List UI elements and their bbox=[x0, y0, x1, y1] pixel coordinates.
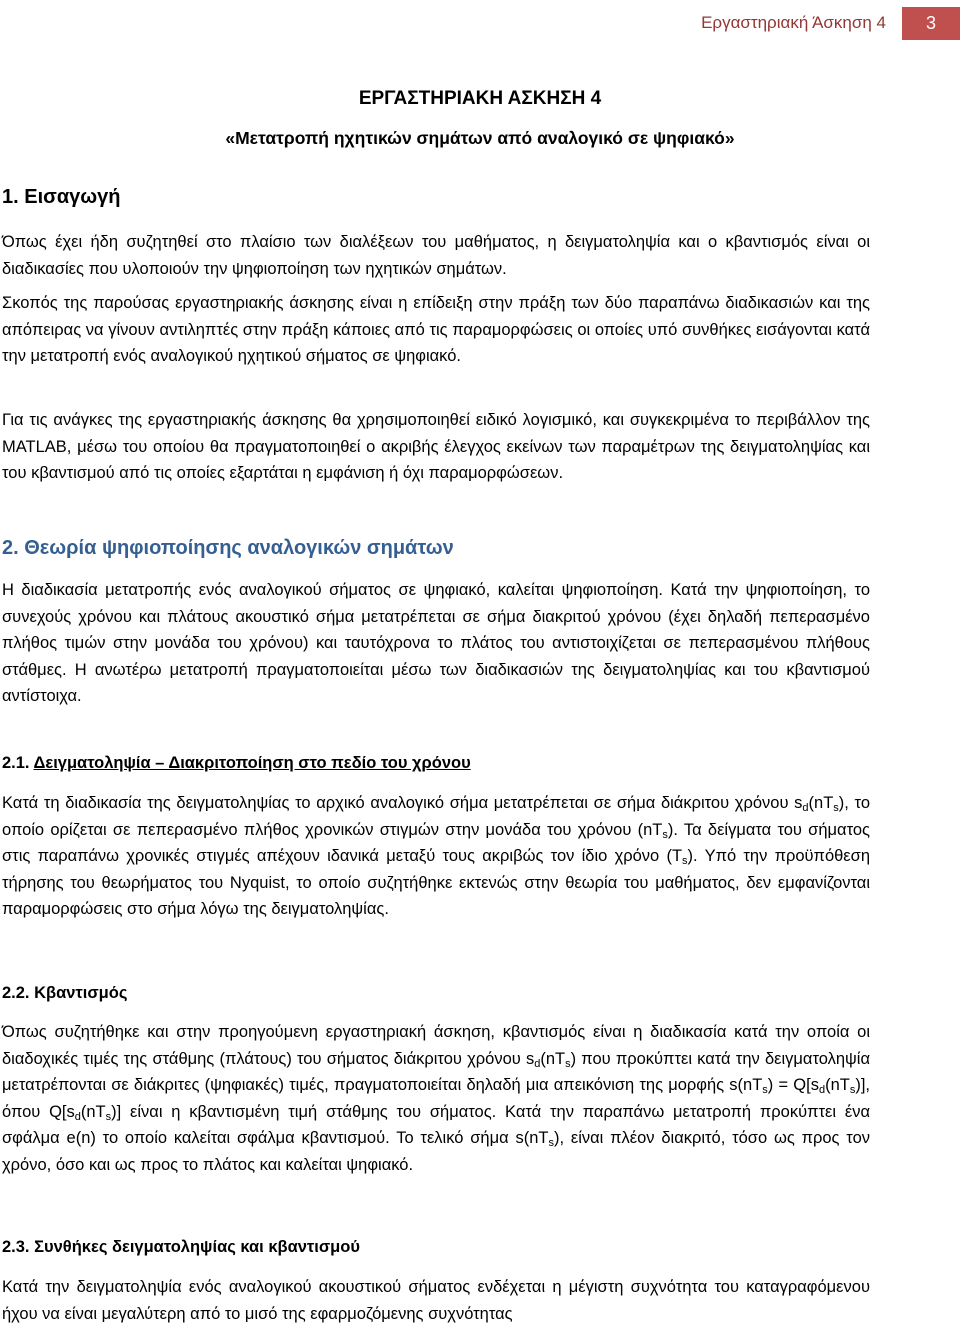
page-number: 3 bbox=[902, 7, 960, 40]
quantization-heading: 2.2. Κβαντισμός bbox=[2, 984, 128, 1002]
conditions-paragraph: Κατά την δειγματοληψία ενός αναλογικού ακουστικού σήματος ενδέχεται η μέγιστη συχνότητα του καταγραφόμενου ήχου να είναι μεγαλύτερη από το μισό της εφαρμοζόμενης συχνότητας bbox=[2, 1278, 870, 1323]
intro-paragraph-2: Σκοπός της παρούσας εργαστηριακής άσκησης είναι η επίδειξη στην πράξη των δύο παραπάνω διαδικασιών και της απόπειρας να γίνουν αντιληπτές στην πράξη κάποιες από τις παραμορφώσεις οι οποίες υπό συνθήκες εισάγονται κατά την μετατροπή ενός αναλογικού ηχητικού σήματος σε ψηφιακό. bbox=[2, 294, 870, 365]
intro-paragraph-1: Όπως έχει ήδη συζητηθεί στο πλαίσιο των διαλέξεων του μαθήματος, η δειγματοληψία και ο κβαντισμός είναι οι διαδικασίες που υλοποιούν την ψηφιοποίηση των ηχητικών σημάτων. bbox=[2, 233, 870, 278]
running-title: Εργαστηριακή Άσκηση 4 bbox=[701, 13, 886, 32]
conditions-heading: 2.3. Συνθήκες δειγματοληψίας και κβαντισμού bbox=[2, 1238, 360, 1256]
intro-heading: 1. Εισαγωγή bbox=[2, 186, 121, 208]
intro-paragraph-3: Για τις ανάγκες της εργαστηριακής άσκησης θα χρησιμοποιηθεί ειδικό λογισμικό, και συγκεκριμένα το περιβάλλον της MATLAB, μέσω του οποίου θα πραγματοποιηθεί ο ακριβής έλεγχος εκείνων των παραμέτρων της δειγματοληψίας και του κβαντισμού από τις οποίες εξαρτάται η εμφάνιση ή όχι παραμορφώσεων. bbox=[2, 411, 870, 482]
running-header bbox=[701, 8, 960, 38]
sampling-paragraph: Κατά τη διαδικασία της δειγματοληψίας το αρχικό αναλογικό σήμα μετατρέπεται σε σήμα διάκριτου χρόνου $s_d(nT_s)$, το οποίο ορίζεται σε πεπερασμένο πλήθος χρονικών στιγμών στην μονάδα του χρόνου $(nT_s)$. Τα δείγματα του σήματος στις παραπάνω χρονικές στιγμές απέχουν ιδανικά μεταξύ τους ακριβώς τον ίδιο χρόνο $(T_s)$. Υπό την προϋπόθεση τήρησης του θεωρήματος του Nyquist, το οποίο συζητήθηκε εκτενώς στην θεωρία του μαθήματος, δεν εμφανίζονται παραμορφώσεις στο σήμα λόγω της δειγματοληψίας. bbox=[2, 794, 871, 918]
theory-heading: 2. Θεωρία ψηφιοποίησης αναλογικών σημάτων bbox=[2, 537, 454, 559]
sampling-heading bbox=[2, 754, 471, 773]
document-title: ΕΡΓΑΣΤΗΡΙΑΚΗ ΑΣΚΗΣΗ 4 bbox=[358, 88, 602, 109]
sampling-number: 2.1. bbox=[2, 754, 30, 772]
document-subtitle: «Μετατροπή ηχητικών σημάτων από αναλογικό σε ψηφιακό» bbox=[225, 128, 735, 148]
quantization-paragraph: Όπως συζητήθηκε και στην προηγούμενη εργαστηριακή άσκηση, κβαντισμός είναι η διαδικασία κατά την οποία οι διαδοχικές τιμές της στάθμης (πλάτους) του σήματος διάκριτου χρόνου $s_d(nT_s)$ που προκύπτει κατά την δειγματοληψία μετατρέπονται σε διάκριτες (ψηφιακές) τιμές, πραγματοποιείται δηλαδή μια απεικόνιση της μορφής $s(nT_s) = Q[s_d(nT_s)]$, όπου $Q[s_d(nT_s)]$ είναι η κβαντισμένη τιμή στάθμης του σήματος. Κατά την παραπάνω μετατροπή προκύπτει ένα σφάλμα e(n) το οποίο καλείται σφάλμα κβαντισμού. Το τελικό σήμα $s(nT_s)$, είναι πλέον διακριτό, τόσο ως προς τον χρόνο, όσο και ως προς το πλάτος και καλείται ψηφιακό. bbox=[2, 1023, 871, 1174]
sampling-title: Δειγματοληψία – Διακριτοποίηση στο πεδίο του χρόνου bbox=[33, 754, 471, 772]
theory-paragraph: Η διαδικασία μετατροπής ενός αναλογικού σήματος σε ψηφιακό, καλείται ψηφιοποίηση. Κατά την ψηφιοποίηση, το συνεχούς χρόνου και πλάτους ακουστικό σήμα μετατρέπεται σε σήμα διακριτού χρόνου (έχει δηλαδή πεπερασμένο πλήθος τιμών στην μονάδα του χρόνου) και ταυτόχρονα το πλάτος του αντιστοιχίζεται σε πεπερασμένου πλήθους στάθμες. Η ανωτέρω μετατροπή πραγματοποιείται μέσω των διαδικασιών της δειγματοληψίας και του κβαντισμού αντίστοιχα. bbox=[2, 581, 870, 705]
